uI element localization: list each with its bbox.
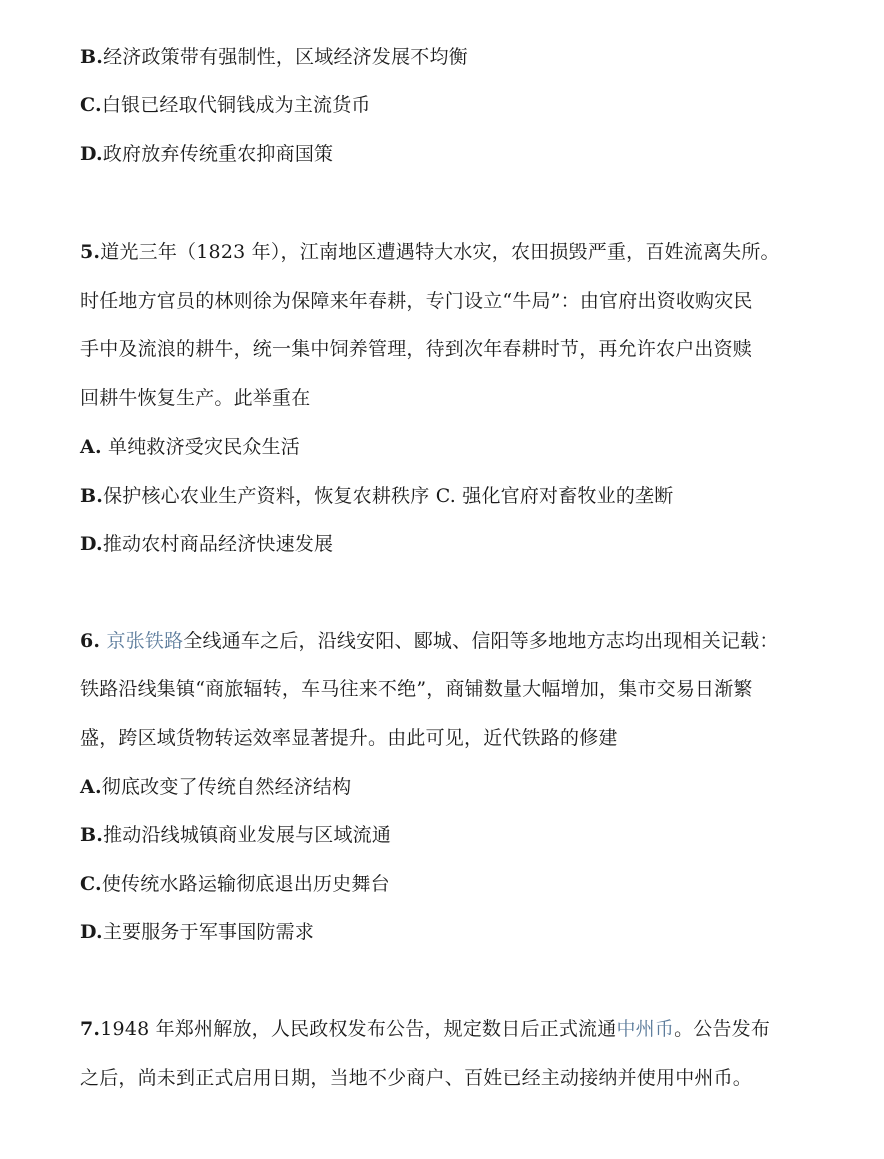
option-text: 经济政策带有强制性，区域经济发展不均衡 (103, 46, 468, 68)
stem-text: 铁路沿线集镇“商旅辐转，车马往来不绝”，商铺数量大幅增加，集市交易日渐繁 (80, 678, 753, 700)
stem-text: 回耕牛恢复生产。此举重在 (80, 387, 311, 409)
option-label: C. (80, 94, 102, 116)
q6-option-a (80, 774, 860, 800)
q7-stem-line-2 (80, 1065, 860, 1091)
q7-stem-line-1 (80, 1016, 860, 1042)
stem-text: 之后，尚未到正式启用日期，当地不少商户、百姓已经主动接纳并使用中州币。 (80, 1067, 753, 1089)
q6-option-b (80, 822, 860, 848)
option-text: 白银已经取代铜钱成为主流货币 (101, 94, 371, 116)
zhongzhou-currency-link[interactable]: 中州币 (616, 1018, 675, 1040)
stem-text: 全线通车之后，沿线安阳、郾城、信阳等多地地方志均出现相关记载： (183, 630, 779, 652)
option-text: 政府放弃传统重农抑商国策 (102, 143, 334, 165)
option-label: D. (80, 921, 103, 943)
q5-stem-line-2 (80, 288, 860, 314)
q6-stem-line-3 (80, 725, 860, 751)
q5-stem-line-3 (80, 336, 860, 362)
option-label: B. (80, 824, 104, 846)
q5-option-a (80, 434, 860, 460)
q6-stem-line-2 (80, 676, 860, 702)
jingzhang-railway-link[interactable]: 京张铁路 (106, 630, 184, 652)
option-label: B. (80, 485, 104, 507)
q5-option-d (80, 531, 860, 557)
q4-option-d (80, 141, 860, 167)
q5-stem-line-4 (80, 385, 860, 411)
option-text: 推动沿线城镇商业发展与区域流通 (103, 824, 392, 846)
option-label: B. (80, 46, 104, 68)
stem-text: 手中及流浪的耕牛，统一集中饲养管理，待到次年春耕时节，再允许农户出资赎 (80, 338, 753, 360)
option-label: C. (80, 873, 102, 895)
q6-stem-line-1 (80, 628, 860, 654)
stem-text: 1948 年郑州解放，人民政权发布公告，规定数日后正式流通 (100, 1018, 617, 1040)
option-label: A. (80, 436, 102, 458)
option-text: 使传统水路运输彻底退出历史舞台 (101, 873, 390, 895)
question-number: 6. (80, 630, 101, 652)
option-text: 保护核心农业生产资料，恢复农耕秩序 C. 强化官府对畜牧业的垄断 (103, 485, 674, 507)
option-text: 推动农村商品经济快速发展 (102, 533, 334, 555)
stem-text: 盛，跨区域货物转运效率显著提升。由此可见，近代铁路的修建 (80, 727, 618, 749)
q5-stem-line-1 (80, 239, 860, 265)
stem-text: 道光三年（1823 年），江南地区遭遇特大水灾，农田损毁严重，百姓流离失所。 (100, 241, 780, 263)
q5-option-b-c (80, 483, 860, 509)
stem-text: 。公告发布 (674, 1018, 771, 1040)
stem-text: 时任地方官员的林则徐为保障来年春耕，专门设立“牛局”：由官府出资收购灾民 (80, 290, 753, 312)
option-text: 彻底改变了传统自然经济结构 (101, 776, 352, 798)
option-label: A. (80, 776, 102, 798)
option-text: 主要服务于军事国防需求 (102, 921, 315, 943)
option-label: D. (80, 143, 103, 165)
option-label: D. (80, 533, 103, 555)
q6-option-c (80, 871, 860, 897)
q6-option-d (80, 919, 860, 945)
question-number: 5. (80, 241, 101, 263)
option-text: 单纯救济受灾民众生活 (101, 436, 301, 458)
question-number: 7. (80, 1018, 101, 1040)
q4-option-c (80, 92, 860, 118)
q4-option-b (80, 44, 860, 70)
